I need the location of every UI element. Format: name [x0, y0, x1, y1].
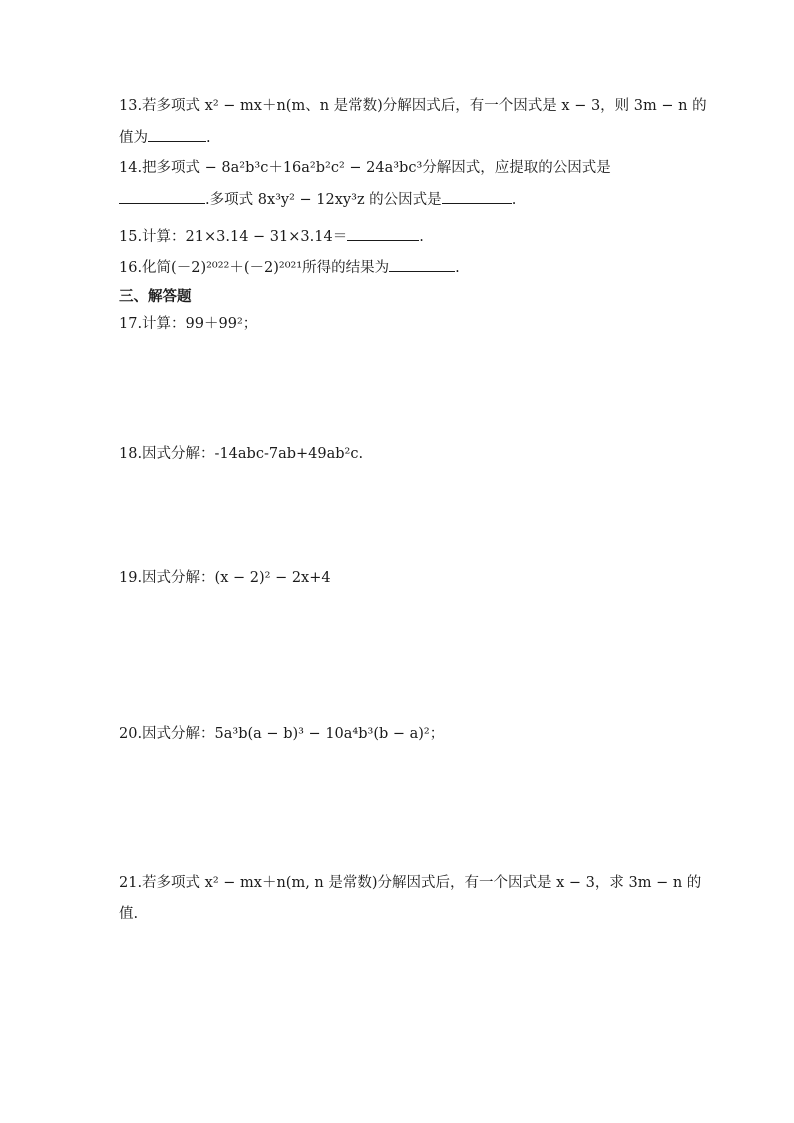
question-16-answer-blank[interactable]	[389, 257, 455, 272]
question-16-line	[119, 257, 460, 278]
question-14-middle-text: .多项式 8x³y² − 12xy³z 的公因式是	[205, 192, 442, 208]
question-13-answer-prefix: 值为	[119, 130, 148, 146]
question-18-line	[119, 444, 363, 464]
section-3-title-text: 三、解答题	[119, 289, 192, 305]
question-14-line-1	[119, 158, 611, 178]
question-17-line	[119, 314, 257, 334]
question-13-line-2	[119, 127, 211, 148]
question-19-text: 19.因式分解：(x − 2)² − 2x+4	[119, 570, 331, 586]
question-20-text: 20.因式分解：5a³b(a − b)³ − 10a⁴b³(b − a)²；	[119, 726, 445, 742]
question-21-text: 21.若多项式 x² − mx＋n(m, n 是常数)分解因式后，有一个因式是 x − 3，求 3m − n 的	[119, 875, 702, 891]
section-3-title	[119, 287, 192, 307]
question-13-text: 13.若多项式 x² − mx＋n(m、n 是常数)分解因式后，有一个因式是 x − 3，则 3m − n 的	[119, 98, 707, 114]
question-21-line-2	[119, 904, 138, 924]
question-17-text: 17.计算：99＋99²；	[119, 316, 258, 332]
question-14-answer-blank-2[interactable]	[442, 189, 512, 204]
question-15-line	[119, 226, 424, 247]
question-15-answer-blank[interactable]	[347, 226, 419, 241]
question-14-text: 14.把多项式 − 8a²b³c＋16a²b²c² − 24a³bc³分解因式，应提取的公因式是	[119, 160, 611, 176]
question-15-answer-suffix: .	[419, 229, 424, 245]
question-16-text: 16.化简(－2)²⁰²²＋(－2)²⁰²¹所得的结果为	[119, 260, 390, 276]
question-19-line	[119, 568, 331, 588]
question-14-answer-blank-1[interactable]	[119, 189, 205, 204]
question-18-text: 18.因式分解：-14abc-7ab+49ab²c.	[119, 446, 364, 462]
question-14-answer-suffix: .	[511, 192, 517, 208]
question-13-answer-blank[interactable]	[148, 127, 206, 142]
question-15-text: 15.计算：21×3.14 − 31×3.14＝	[119, 229, 348, 245]
question-21-line-1	[119, 873, 701, 893]
question-21-text-end: 值.	[119, 906, 139, 922]
question-16-answer-suffix: .	[455, 260, 460, 276]
question-13-answer-suffix: .	[206, 130, 211, 146]
question-14-line-2	[119, 189, 516, 210]
question-13-line-1	[119, 96, 707, 116]
question-20-line	[119, 724, 444, 744]
